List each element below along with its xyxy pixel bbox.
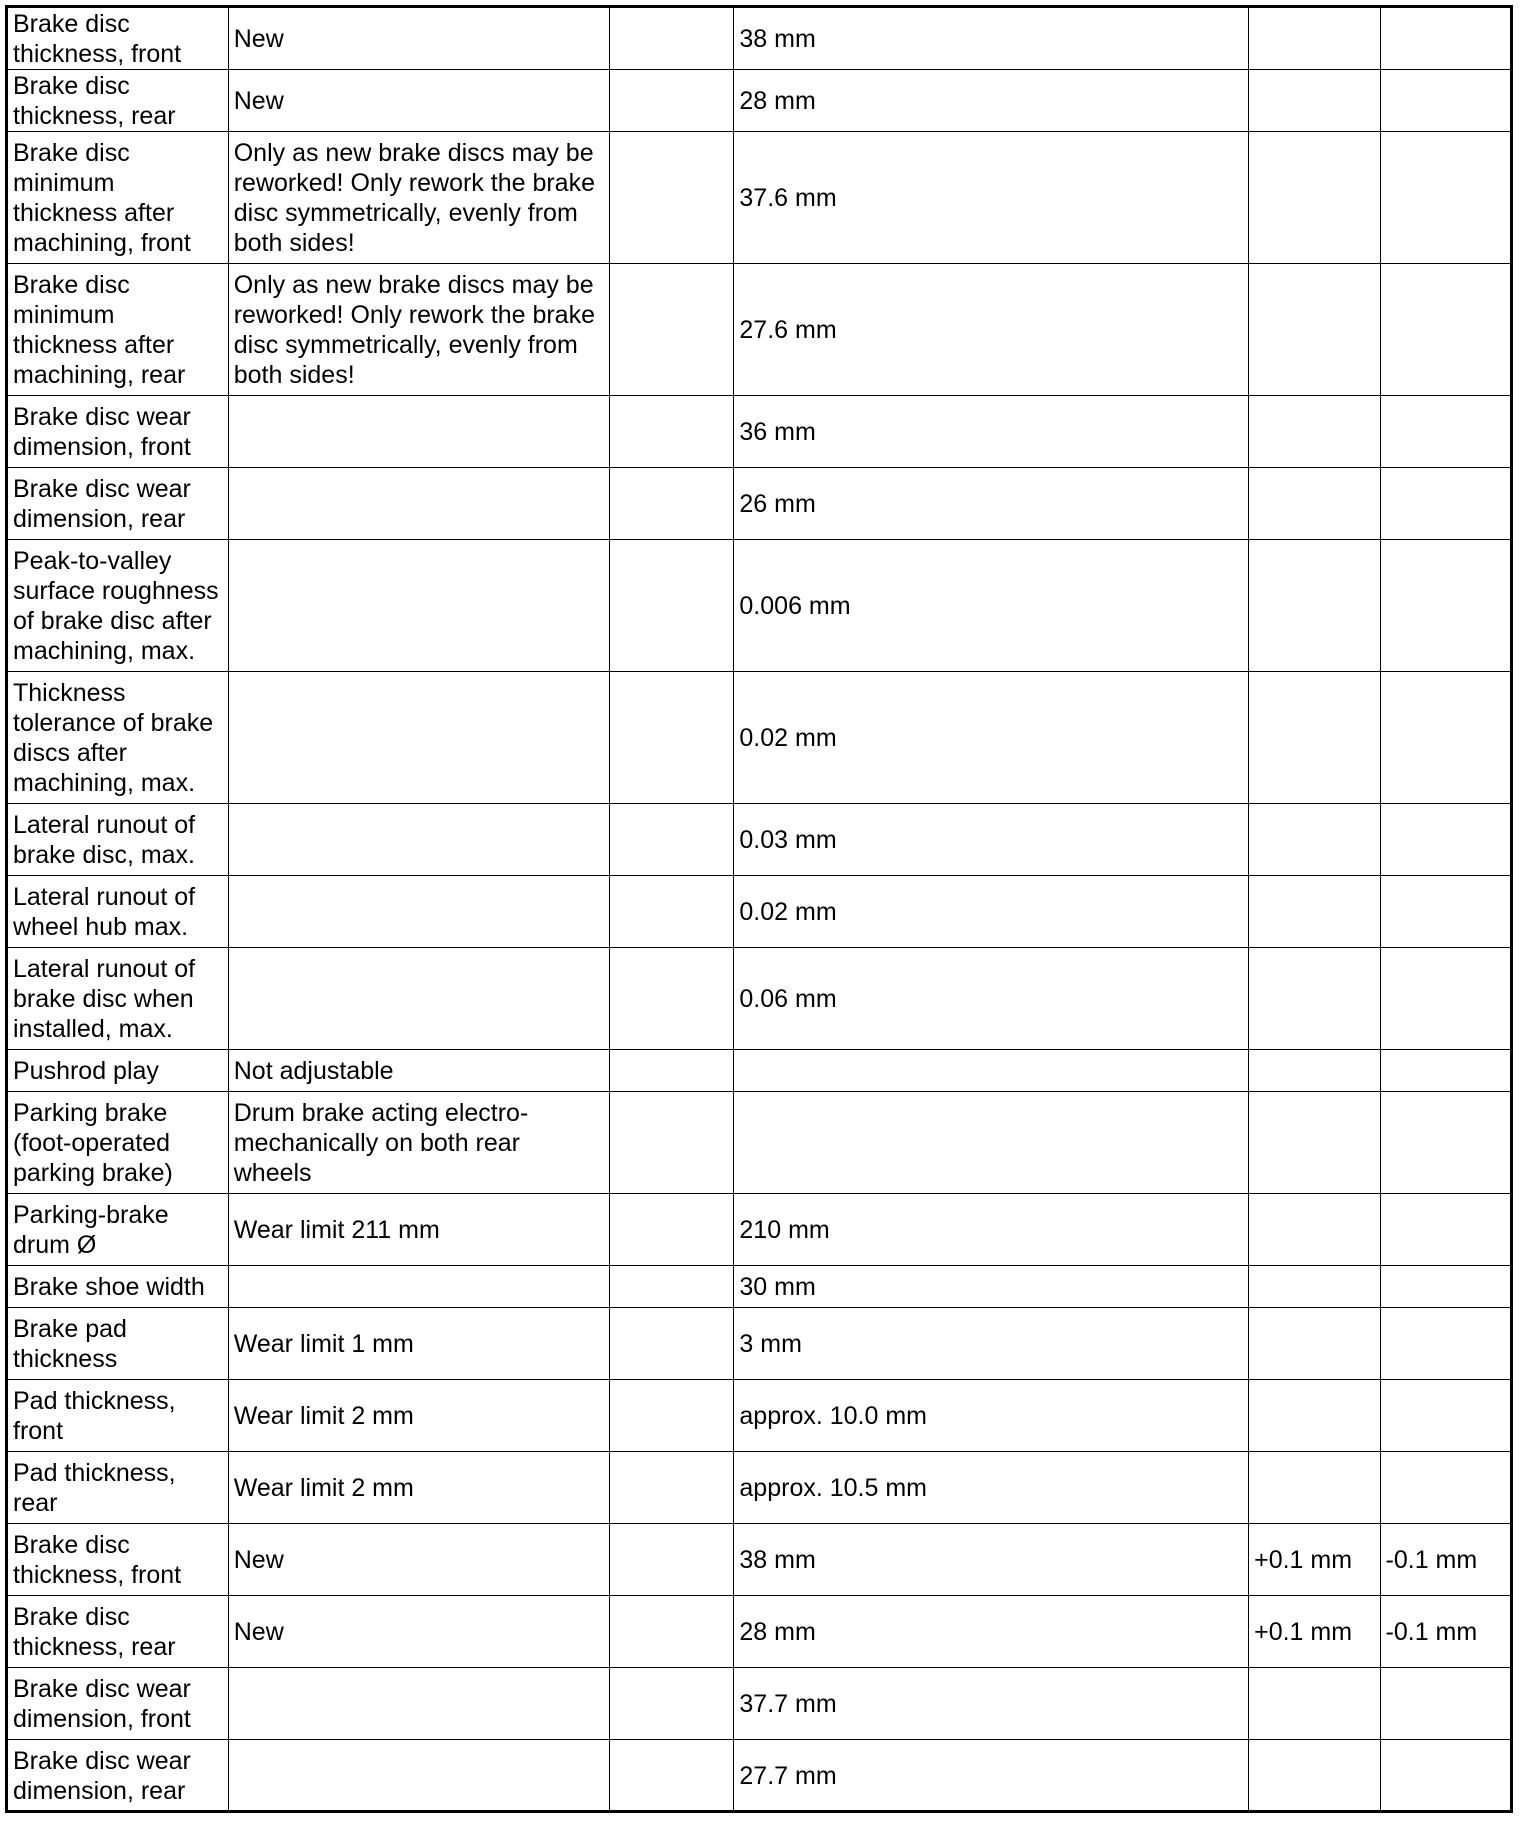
tolerance-plus-cell — [1249, 1380, 1380, 1452]
blank-cell — [610, 1452, 734, 1524]
blank-cell — [610, 948, 734, 1050]
tolerance-plus-cell — [1249, 1194, 1380, 1266]
blank-cell — [610, 540, 734, 672]
tolerance-minus-cell — [1380, 672, 1511, 804]
tolerance-minus-cell — [1380, 948, 1511, 1050]
table-row — [7, 7, 1512, 70]
note-cell: New — [228, 7, 609, 70]
table-row — [7, 1194, 1512, 1266]
param-cell: Brake shoe width — [7, 1266, 229, 1308]
tolerance-minus-cell — [1380, 1050, 1511, 1092]
value-cell: 27.6 mm — [734, 264, 1249, 396]
param-cell: Brake disc minimum thickness after machining, rear — [7, 264, 229, 396]
blank-cell — [610, 1092, 734, 1194]
value-cell: 0.006 mm — [734, 540, 1249, 672]
table-row — [7, 132, 1512, 264]
tolerance-plus-cell — [1249, 1092, 1380, 1194]
table-row — [7, 804, 1512, 876]
note-cell: New — [228, 70, 609, 132]
tolerance-plus-cell — [1249, 804, 1380, 876]
tolerance-minus-cell: -0.1 mm — [1380, 1596, 1511, 1668]
note-cell: New — [228, 1596, 609, 1668]
value-cell — [734, 1092, 1249, 1194]
tolerance-minus-cell — [1380, 1266, 1511, 1308]
note-cell — [228, 672, 609, 804]
param-cell: Lateral runout of wheel hub max. — [7, 876, 229, 948]
tolerance-plus-cell — [1249, 540, 1380, 672]
tolerance-plus-cell — [1249, 132, 1380, 264]
param-cell: Parking-brake drum Ø — [7, 1194, 229, 1266]
blank-cell — [610, 264, 734, 396]
table-row — [7, 1266, 1512, 1308]
value-cell: 28 mm — [734, 1596, 1249, 1668]
table-row — [7, 1740, 1512, 1812]
tolerance-minus-cell — [1380, 1452, 1511, 1524]
note-cell: Wear limit 1 mm — [228, 1308, 609, 1380]
tolerance-minus-cell — [1380, 70, 1511, 132]
param-cell: Pad thickness, rear — [7, 1452, 229, 1524]
table-row — [7, 540, 1512, 672]
tolerance-plus-cell — [1249, 70, 1380, 132]
param-cell: Peak-to-valley surface roughness of brake disc after machining, max. — [7, 540, 229, 672]
note-cell: Drum brake acting electro-mechanically on both rear wheels — [228, 1092, 609, 1194]
table-row — [7, 948, 1512, 1050]
note-cell — [228, 1740, 609, 1812]
tolerance-plus-cell — [1249, 876, 1380, 948]
param-cell: Parking brake (foot-operated parking brake) — [7, 1092, 229, 1194]
blank-cell — [610, 1050, 734, 1092]
table-row — [7, 1596, 1512, 1668]
value-cell: 36 mm — [734, 396, 1249, 468]
table-row — [7, 396, 1512, 468]
note-cell: Not adjustable — [228, 1050, 609, 1092]
param-cell: Brake disc thickness, rear — [7, 1596, 229, 1668]
tolerance-minus-cell: -0.1 mm — [1380, 1524, 1511, 1596]
blank-cell — [610, 7, 734, 70]
blank-cell — [610, 876, 734, 948]
note-cell — [228, 876, 609, 948]
value-cell: 37.6 mm — [734, 132, 1249, 264]
value-cell — [734, 1050, 1249, 1092]
spec-table — [5, 5, 1513, 1813]
note-cell — [228, 804, 609, 876]
tolerance-minus-cell — [1380, 804, 1511, 876]
note-cell: Wear limit 2 mm — [228, 1452, 609, 1524]
blank-cell — [610, 1308, 734, 1380]
blank-cell — [610, 70, 734, 132]
blank-cell — [610, 1740, 734, 1812]
value-cell: 3 mm — [734, 1308, 1249, 1380]
tolerance-plus-cell — [1249, 1050, 1380, 1092]
value-cell: approx. 10.0 mm — [734, 1380, 1249, 1452]
spec-table-body — [7, 7, 1512, 1812]
table-row — [7, 1092, 1512, 1194]
param-cell: Brake disc wear dimension, rear — [7, 468, 229, 540]
param-cell: Brake disc thickness, front — [7, 1524, 229, 1596]
value-cell: 37.7 mm — [734, 1668, 1249, 1740]
table-row — [7, 1524, 1512, 1596]
param-cell: Thickness tolerance of brake discs after machining, max. — [7, 672, 229, 804]
note-cell — [228, 396, 609, 468]
table-row — [7, 876, 1512, 948]
table-row — [7, 672, 1512, 804]
tolerance-minus-cell — [1380, 468, 1511, 540]
param-cell: Brake disc wear dimension, front — [7, 396, 229, 468]
tolerance-minus-cell — [1380, 7, 1511, 70]
note-cell: Wear limit 211 mm — [228, 1194, 609, 1266]
value-cell: approx. 10.5 mm — [734, 1452, 1249, 1524]
blank-cell — [610, 1266, 734, 1308]
tolerance-plus-cell — [1249, 1266, 1380, 1308]
note-cell: Wear limit 2 mm — [228, 1380, 609, 1452]
note-cell: Only as new brake discs may be reworked! Only rework the brake disc symmetrically, evenly from both sides! — [228, 132, 609, 264]
value-cell: 210 mm — [734, 1194, 1249, 1266]
table-row — [7, 1668, 1512, 1740]
tolerance-plus-cell — [1249, 948, 1380, 1050]
tolerance-plus-cell — [1249, 468, 1380, 540]
note-cell — [228, 948, 609, 1050]
tolerance-minus-cell — [1380, 1740, 1511, 1812]
note-cell — [228, 540, 609, 672]
value-cell: 0.03 mm — [734, 804, 1249, 876]
blank-cell — [610, 1596, 734, 1668]
blank-cell — [610, 1194, 734, 1266]
tolerance-minus-cell — [1380, 396, 1511, 468]
value-cell: 38 mm — [734, 7, 1249, 70]
tolerance-plus-cell — [1249, 1308, 1380, 1380]
blank-cell — [610, 1380, 734, 1452]
tolerance-plus-cell — [1249, 396, 1380, 468]
param-cell: Brake disc wear dimension, front — [7, 1668, 229, 1740]
value-cell: 0.06 mm — [734, 948, 1249, 1050]
table-row — [7, 1050, 1512, 1092]
tolerance-minus-cell — [1380, 1092, 1511, 1194]
tolerance-plus-cell — [1249, 672, 1380, 804]
blank-cell — [610, 1524, 734, 1596]
value-cell: 26 mm — [734, 468, 1249, 540]
param-cell: Lateral runout of brake disc when installed, max. — [7, 948, 229, 1050]
table-row — [7, 1308, 1512, 1380]
blank-cell — [610, 396, 734, 468]
note-cell: New — [228, 1524, 609, 1596]
note-cell — [228, 1266, 609, 1308]
tolerance-plus-cell: +0.1 mm — [1249, 1596, 1380, 1668]
tolerance-minus-cell — [1380, 1308, 1511, 1380]
table-row — [7, 468, 1512, 540]
value-cell: 0.02 mm — [734, 672, 1249, 804]
table-row — [7, 1452, 1512, 1524]
value-cell: 30 mm — [734, 1266, 1249, 1308]
tolerance-plus-cell: +0.1 mm — [1249, 1524, 1380, 1596]
tolerance-minus-cell — [1380, 132, 1511, 264]
param-cell: Brake pad thickness — [7, 1308, 229, 1380]
tolerance-minus-cell — [1380, 876, 1511, 948]
param-cell: Lateral runout of brake disc, max. — [7, 804, 229, 876]
param-cell: Brake disc thickness, front — [7, 7, 229, 70]
param-cell: Brake disc minimum thickness after machining, front — [7, 132, 229, 264]
tolerance-minus-cell — [1380, 1194, 1511, 1266]
blank-cell — [610, 804, 734, 876]
table-row — [7, 1380, 1512, 1452]
table-row — [7, 70, 1512, 132]
table-row — [7, 264, 1512, 396]
note-cell — [228, 468, 609, 540]
value-cell: 27.7 mm — [734, 1740, 1249, 1812]
tolerance-minus-cell — [1380, 264, 1511, 396]
param-cell: Pad thickness, front — [7, 1380, 229, 1452]
tolerance-minus-cell — [1380, 1380, 1511, 1452]
tolerance-minus-cell — [1380, 540, 1511, 672]
tolerance-plus-cell — [1249, 1452, 1380, 1524]
value-cell: 28 mm — [734, 70, 1249, 132]
param-cell: Pushrod play — [7, 1050, 229, 1092]
note-cell: Only as new brake discs may be reworked! Only rework the brake disc symmetrically, evenly from both sides! — [228, 264, 609, 396]
tolerance-plus-cell — [1249, 1740, 1380, 1812]
param-cell: Brake disc thickness, rear — [7, 70, 229, 132]
tolerance-plus-cell — [1249, 264, 1380, 396]
tolerance-minus-cell — [1380, 1668, 1511, 1740]
blank-cell — [610, 132, 734, 264]
tolerance-plus-cell — [1249, 1668, 1380, 1740]
param-cell: Brake disc wear dimension, rear — [7, 1740, 229, 1812]
blank-cell — [610, 1668, 734, 1740]
note-cell — [228, 1668, 609, 1740]
value-cell: 0.02 mm — [734, 876, 1249, 948]
blank-cell — [610, 468, 734, 540]
blank-cell — [610, 672, 734, 804]
tolerance-plus-cell — [1249, 7, 1380, 70]
value-cell: 38 mm — [734, 1524, 1249, 1596]
